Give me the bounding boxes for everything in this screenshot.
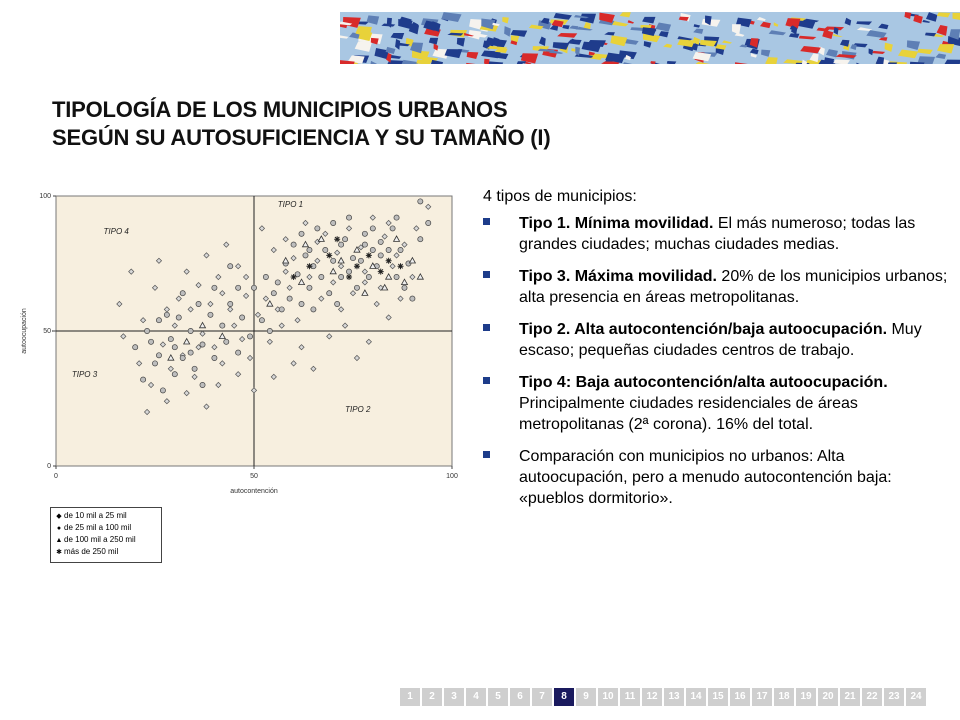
data-point xyxy=(200,382,205,387)
data-point xyxy=(172,345,177,350)
data-point xyxy=(212,285,217,290)
legend-symbol-icon: ✱ xyxy=(56,549,62,556)
data-point xyxy=(303,253,308,258)
data-point xyxy=(311,307,316,312)
bullet-text: Muy escaso; pequeñas ciudades centros de trabajo. xyxy=(519,321,922,359)
data-point xyxy=(346,274,352,280)
bullet-item xyxy=(483,213,953,255)
data-point xyxy=(378,253,383,258)
bullet-heading: Tipo 3. Máxima movilidad. xyxy=(519,268,717,285)
chart-legend xyxy=(50,507,162,563)
data-point xyxy=(326,252,332,258)
page-link-4[interactable]: 4 xyxy=(466,688,486,706)
data-point xyxy=(398,263,404,269)
region-label: TIPO 3 xyxy=(71,369,98,379)
data-point xyxy=(370,226,375,231)
legend-entry xyxy=(55,534,161,546)
page-link-15[interactable]: 15 xyxy=(708,688,728,706)
page-link-1[interactable]: 1 xyxy=(400,688,420,706)
bullet-heading: Tipo 1. Mínima movilidad. xyxy=(519,215,714,232)
data-point xyxy=(263,274,268,279)
page-link-19[interactable]: 19 xyxy=(796,688,816,706)
bullet-item xyxy=(483,446,953,509)
legend-label: de 100 mil a 250 mil xyxy=(64,535,136,544)
y-tick-label: 0 xyxy=(47,463,51,470)
bullet-item xyxy=(483,266,953,308)
data-point xyxy=(418,199,423,204)
page-link-6[interactable]: 6 xyxy=(510,688,530,706)
y-tick-label: 50 xyxy=(43,328,51,335)
data-point xyxy=(307,247,312,252)
data-point xyxy=(350,256,355,261)
legend-label: de 10 mil a 25 mil xyxy=(64,511,127,520)
data-point xyxy=(354,263,360,269)
data-point xyxy=(418,237,423,242)
page-link-7[interactable]: 7 xyxy=(532,688,552,706)
bullet-text: Comparación con municipios no urbanos: Alta autoocupación, pero a menudo autocontención baja: «pueblos dormitorio». xyxy=(519,448,892,507)
legend-symbol-icon: ● xyxy=(56,525,62,532)
page-link-24[interactable]: 24 xyxy=(906,688,926,706)
data-point xyxy=(331,220,336,225)
data-point xyxy=(362,242,367,247)
data-point xyxy=(342,237,347,242)
page-link-11[interactable]: 11 xyxy=(620,688,640,706)
page-link-14[interactable]: 14 xyxy=(686,688,706,706)
data-point xyxy=(224,339,229,344)
slide-pager xyxy=(400,688,928,706)
data-point xyxy=(180,355,185,360)
data-point xyxy=(180,291,185,296)
data-point xyxy=(156,353,161,358)
data-point xyxy=(247,334,252,339)
legend-entry xyxy=(55,546,161,558)
square-bullet-icon xyxy=(483,377,490,384)
region-label: TIPO 4 xyxy=(103,226,129,236)
region-label: TIPO 1 xyxy=(277,199,304,209)
x-tick-label: 0 xyxy=(54,473,58,480)
page-link-10[interactable]: 10 xyxy=(598,688,618,706)
data-point xyxy=(346,215,351,220)
data-point xyxy=(172,372,177,377)
y-tick-label: 100 xyxy=(39,193,51,200)
data-point xyxy=(299,301,304,306)
data-point xyxy=(291,274,297,280)
data-point xyxy=(200,342,205,347)
data-point xyxy=(192,366,197,371)
data-point xyxy=(156,318,161,323)
square-bullet-icon xyxy=(483,324,490,331)
banner-patch xyxy=(667,61,677,64)
bullet-text: 20% de los municipios urbanos; alta presencia en áreas metropolitanas. xyxy=(519,268,948,306)
data-point xyxy=(339,242,344,247)
data-point xyxy=(378,269,384,275)
bullet-item xyxy=(483,372,953,435)
data-point xyxy=(188,350,193,355)
data-point xyxy=(426,220,431,225)
data-point xyxy=(148,339,153,344)
data-point xyxy=(366,274,371,279)
data-point xyxy=(168,337,173,342)
data-point xyxy=(236,285,241,290)
page-link-5[interactable]: 5 xyxy=(488,688,508,706)
data-point xyxy=(271,291,276,296)
data-point xyxy=(394,215,399,220)
legend-label: más de 250 mil xyxy=(64,547,119,556)
data-point xyxy=(306,263,312,269)
data-point xyxy=(410,296,415,301)
page-link-12[interactable]: 12 xyxy=(642,688,662,706)
page-link-9[interactable]: 9 xyxy=(576,688,596,706)
data-point xyxy=(366,252,372,258)
square-bullet-icon xyxy=(483,271,490,278)
data-point xyxy=(208,312,213,317)
data-point xyxy=(287,296,292,301)
data-point xyxy=(275,280,280,285)
intro-text: 4 tipos de municipios: xyxy=(483,188,637,205)
data-point xyxy=(378,239,383,244)
bullet-heading: Tipo 4: Baja autocontención/alta autoocupación. xyxy=(519,374,888,391)
data-point xyxy=(228,301,233,306)
title-line-1: TIPOLOGÍA DE LOS MUNICIPIOS URBANOS xyxy=(52,97,508,122)
title-line-2: SEGÚN SU AUTOSUFICIENCIA Y SU TAMAÑO (I) xyxy=(52,125,551,150)
data-point xyxy=(299,231,304,236)
data-point xyxy=(334,236,340,242)
page-link-22[interactable]: 22 xyxy=(862,688,882,706)
slide-title xyxy=(52,96,752,152)
legend-symbol-icon: ◆ xyxy=(56,513,62,520)
region-label: TIPO 2 xyxy=(345,405,371,414)
page-link-13[interactable]: 13 xyxy=(664,688,684,706)
data-point xyxy=(362,231,367,236)
data-point xyxy=(212,355,217,360)
data-point xyxy=(152,361,157,366)
legend-entry xyxy=(55,510,161,522)
map-banner xyxy=(340,12,960,64)
data-point xyxy=(335,301,340,306)
data-point xyxy=(251,285,256,290)
data-point xyxy=(164,312,169,317)
data-point xyxy=(386,247,391,252)
data-point xyxy=(160,388,165,393)
page-link-2[interactable]: 2 xyxy=(422,688,442,706)
data-point xyxy=(307,285,312,290)
bullet-item xyxy=(483,319,953,361)
x-axis-label: autocontención xyxy=(230,488,278,495)
data-point xyxy=(327,291,332,296)
page-link-8[interactable]: 8 xyxy=(554,688,574,706)
banner-patch xyxy=(484,59,490,64)
square-bullet-icon xyxy=(483,218,490,225)
data-point xyxy=(144,328,149,333)
data-point xyxy=(398,247,403,252)
data-point xyxy=(315,226,320,231)
x-tick-label: 100 xyxy=(446,473,458,480)
bullet-list xyxy=(483,213,953,509)
data-point xyxy=(141,377,146,382)
data-point xyxy=(188,328,193,333)
page-link-17[interactable]: 17 xyxy=(752,688,772,706)
data-point xyxy=(259,318,264,323)
data-point xyxy=(394,274,399,279)
data-point xyxy=(279,307,284,312)
legend-label: de 25 mil a 100 mil xyxy=(64,523,132,532)
page-link-3[interactable]: 3 xyxy=(444,688,464,706)
legend-symbol-icon: ▲ xyxy=(55,537,63,544)
data-point xyxy=(176,315,181,320)
data-point xyxy=(402,285,407,290)
page-link-18[interactable]: 18 xyxy=(774,688,794,706)
data-point xyxy=(196,301,201,306)
bullet-text: El más numeroso; todas las grandes ciudades; muchas ciudades medias. xyxy=(519,215,916,253)
slide-content xyxy=(483,186,953,520)
bullet-heading: Tipo 2. Alta autocontención/baja autoocupación. xyxy=(519,321,888,338)
data-point xyxy=(236,350,241,355)
data-point xyxy=(346,269,351,274)
data-point xyxy=(354,285,359,290)
square-bullet-icon xyxy=(483,451,490,458)
data-point xyxy=(370,247,375,252)
legend-entry xyxy=(55,522,161,534)
data-point xyxy=(390,226,395,231)
y-axis-label: autoocupación xyxy=(21,308,28,354)
data-point xyxy=(291,242,296,247)
data-point xyxy=(220,323,225,328)
page-link-20[interactable]: 20 xyxy=(818,688,838,706)
bullet-text: Principalmente ciudades residenciales de áreas metropolitanas (2ª corona). 16% del total. xyxy=(519,395,858,433)
x-tick-label: 50 xyxy=(250,473,258,480)
scatter-chart xyxy=(0,180,470,500)
page-link-16[interactable]: 16 xyxy=(730,688,750,706)
banner-patch xyxy=(833,60,850,64)
page-link-23[interactable]: 23 xyxy=(884,688,904,706)
data-point xyxy=(240,315,245,320)
data-point xyxy=(358,258,363,263)
data-point xyxy=(295,272,300,277)
data-point xyxy=(267,328,272,333)
data-point xyxy=(339,274,344,279)
data-point xyxy=(331,258,336,263)
data-point xyxy=(323,247,328,252)
data-point xyxy=(386,258,392,264)
data-point xyxy=(228,264,233,269)
data-point xyxy=(319,274,324,279)
data-point xyxy=(133,345,138,350)
page-link-21[interactable]: 21 xyxy=(840,688,860,706)
